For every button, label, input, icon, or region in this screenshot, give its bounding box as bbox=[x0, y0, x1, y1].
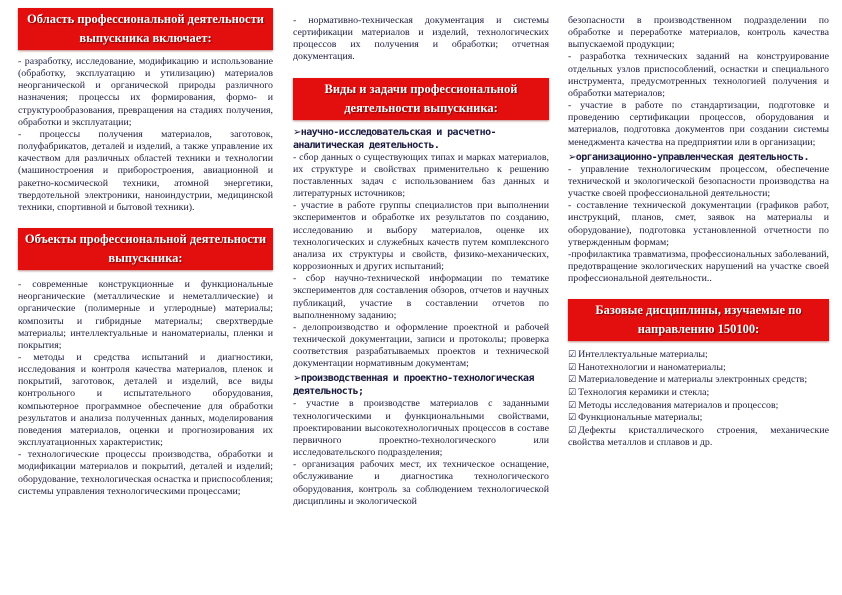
paragraph: - составление технической документации (графиков работ, инструкций, планов, смет, заявок на материалы и оборудование), подготовка установленной отчетности по утвержденным формам; bbox=[568, 200, 829, 248]
checkbox-icon: ☑ bbox=[568, 413, 577, 424]
checkbox-icon: ☑ bbox=[568, 400, 577, 411]
paragraph: - сбор научно-технической информации по тематике экспериментов для составления обзоров, отчетов и научных публикаций, участие в составлении отчетов по выполненному заданию; bbox=[293, 273, 549, 321]
subheading-management bbox=[568, 151, 829, 164]
item-text: Технология керамики и стекла; bbox=[578, 387, 710, 399]
paragraph: - современные конструкционные и функциональные неорганические (металлические и неметаллические) и органические (полимерные и углеродные) материалы; композиты и гибридные материалы; сверхтвердые материалы; интеллектуальные и наноматериалы, пленки и покрытия; bbox=[18, 279, 273, 351]
section-header-disciplines: Базовые дисциплины, изучаемые по направлению 150100: bbox=[568, 299, 829, 341]
paragraph: - управление технологическим процессом, обеспечение технической и экологической безопасности производства на участке своей профессиональной деятельности; bbox=[568, 163, 829, 200]
paragraph: - разработка технических заданий на конструирование отдельных узлов приспособлений, оснастки и специального инструмента, предусмотренных технологией получения и обработки материалов; bbox=[568, 51, 829, 99]
list-item bbox=[568, 425, 829, 450]
section-header-activities: Виды и задачи профессиональной деятельности выпускника: bbox=[293, 78, 549, 120]
paragraph: - организация рабочих мест, их техническое оснащение, обслуживание и диагностика технологического оборудования, контроль за соблюдением технологической дисциплины и экологической bbox=[293, 459, 549, 507]
list-item bbox=[568, 362, 829, 375]
subheading-text: научно-исследовательская и расчетно-аналитическая деятельность. bbox=[293, 126, 496, 151]
item-text: Методы исследования материалов и процессов; bbox=[578, 399, 779, 411]
checkbox-icon: ☑ bbox=[568, 375, 577, 386]
arrow-bullet-icon: ➢ bbox=[293, 126, 301, 138]
column-middle bbox=[293, 0, 549, 508]
paragraph: - участие в производстве материалов с заданными технологическими и функциональными свойствами, проектировании высокотехнологичных процессов в составе первичного проектно-технологического или исследовательского подразделения; bbox=[293, 398, 549, 459]
paragraph: - нормативно-техническая документация и системы сертификации материалов и изделий, технологических процессов их получения и обработки; отчетная документация. bbox=[293, 15, 549, 63]
item-text: Нанотехнологии и наноматериалы; bbox=[578, 361, 726, 373]
list-item bbox=[568, 400, 829, 413]
subheading-text: организационно-управленческая деятельность. bbox=[575, 151, 809, 163]
list-item bbox=[568, 387, 829, 400]
paragraph: - процессы получения материалов, заготовок, полуфабрикатов, деталей и изделий, а также управление их качеством для различных областей техники и технологии (машиностроения и приборостроения, авиационной и ракетно-космической техники, атомной энергетики, твердотельной электроники, наноиндустрии, медицинской техники, спортивной и бытовой техники). bbox=[18, 128, 273, 213]
item-text: Функциональные материалы; bbox=[578, 412, 703, 424]
checkbox-icon: ☑ bbox=[568, 362, 577, 373]
paragraph: безопасности в производственном подразделении по обработке и переработке материалов, контроль качества выпускаемой продукции; bbox=[568, 15, 829, 51]
paragraph: - участие в работе группы специалистов при выполнении экспериментов и обработке их результатов по созданию, исследованию и выбору материалов, оценке их технологических и служебных качеств путем комплексного анализа их структуры и свойств, физико-механических, коррозионных и других испытаний; bbox=[293, 200, 549, 273]
list-item bbox=[568, 374, 829, 387]
paragraph: - технологические процессы производства, обработки и модификации материалов и покрытий, деталей и изделий; оборудование, технологическая оснастка и приспособления; системы управления технологическими процессами; bbox=[18, 449, 273, 497]
arrow-bullet-icon: ➢ bbox=[293, 373, 301, 385]
section-header-scope: Область профессиональной деятельности выпускника включает: bbox=[18, 8, 273, 50]
item-text: Дефекты кристаллического строения, механические свойства металлов и сплавов и др. bbox=[568, 424, 829, 449]
paragraph: - методы и средства испытаний и диагностики, исследования и контроля качества материалов, пленок и покрытий, заготовок, деталей и изделий, все виды контрольного и испытательного оборудования, компьютерное программное обеспечение для обработки результатов и анализа полученных данных, моделирования поведения материалов, оценки и прогнозирования их эксплуатационных характеристик; bbox=[18, 351, 273, 449]
paragraph: - делопроизводство и оформление проектной и рабочей технической документации, записи и протоколы; проверка соответствия разрабатываемых проектов и технической документации нормативным документам; bbox=[293, 321, 549, 370]
item-text: Интеллектуальные материалы; bbox=[578, 349, 708, 361]
subheading-research bbox=[293, 126, 549, 152]
section-header-objects: Объекты профессиональной деятельности выпускника: bbox=[18, 228, 273, 270]
checkbox-icon: ☑ bbox=[568, 425, 577, 436]
column-left bbox=[18, 0, 273, 498]
item-text: Материаловедение и материалы электронных средств; bbox=[578, 374, 808, 386]
paragraph: - участие в работе по стандартизации, подготовке и проведению сертификации процессов, оборудования и материалов, подготовка документов при создании системы менеджмента качества на предприятии или в организации; bbox=[568, 100, 829, 148]
list-item bbox=[568, 412, 829, 425]
column-right bbox=[568, 0, 829, 450]
checkbox-icon: ☑ bbox=[568, 350, 577, 361]
disciplines-list bbox=[568, 349, 829, 450]
paragraph: - разработку, исследование, модификацию и использование (обработку, эксплуатацию и утилизацию) материалов неорганической и органической природы различного назначения; процессы их формирования, формо- и структурообразования, превращения на стадиях получения, обработки и эксплуатации; bbox=[18, 56, 273, 128]
paragraph: - сбор данных о существующих типах и марках материалов, их структуре и свойствах применительно к решению поставленных задач с использованием баз данных и литературных источников; bbox=[293, 151, 549, 200]
checkbox-icon: ☑ bbox=[568, 388, 577, 399]
subheading-text: производственная и проектно-технологическая деятельность; bbox=[293, 373, 534, 398]
arrow-bullet-icon: ➢ bbox=[568, 151, 576, 163]
paragraph: -профилактика травматизма, профессиональных заболеваний, предотвращение экологических нарушений на участке своей профессиональной деятельности.. bbox=[568, 248, 829, 285]
list-item bbox=[568, 349, 829, 362]
subheading-production bbox=[293, 372, 549, 398]
